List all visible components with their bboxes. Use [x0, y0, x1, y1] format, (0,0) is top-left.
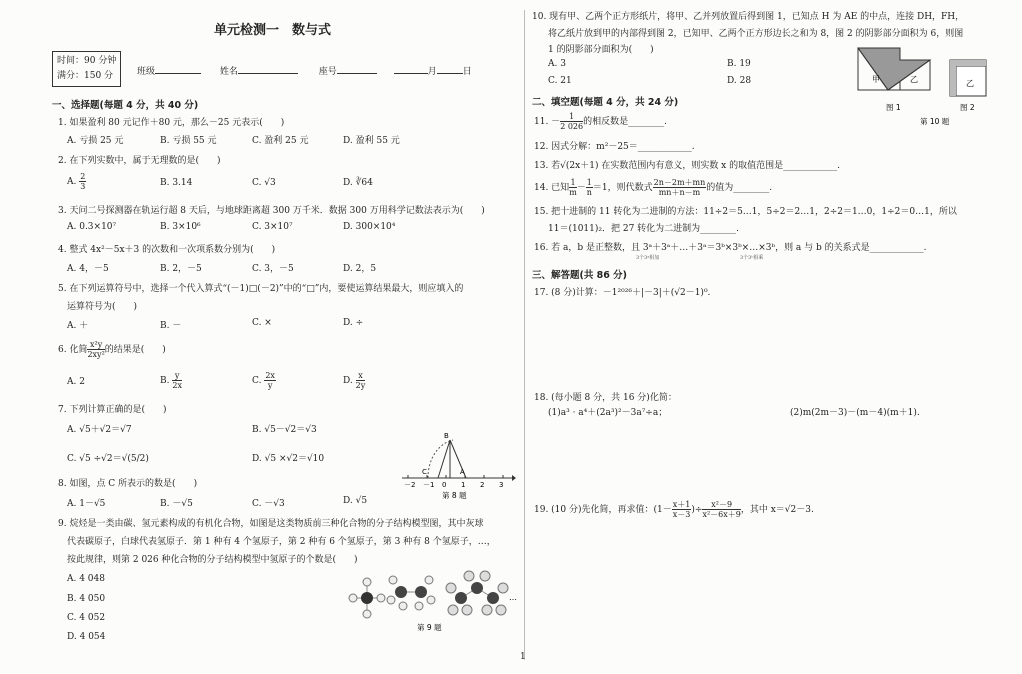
- page-title: 单元检测一 数与式: [214, 23, 332, 38]
- axis-tick-label: 3: [499, 481, 504, 489]
- name-label: 姓名: [219, 67, 238, 77]
- fig1-caption: 图 1: [886, 103, 901, 112]
- q1-stem: 1. 如果盈利 80 元记作＋80 元，那么－25 元表示( ): [58, 118, 285, 128]
- day-label: 日: [462, 67, 472, 77]
- q2-stem: 2. 在下列实数中，属于无理数的是( ): [58, 156, 221, 166]
- q10-option-d[interactable]: D. 28: [727, 76, 752, 86]
- q4-option-c[interactable]: C. 3，－5: [252, 264, 294, 274]
- hydrogen-atom: [363, 578, 371, 586]
- molecule-3: [446, 571, 508, 615]
- q12: 12. 因式分解：m²－25＝____________.: [534, 142, 695, 152]
- q3-stem: 3. 天问二号探测器在轨运行超 8 天后，与地球距离超 300 万千米．数据 300 万用科学记数法表示为( ): [58, 206, 485, 216]
- q6-option-a[interactable]: A. 2: [67, 377, 85, 387]
- q9-line2: 代表碳原子，白球代表氢原子．第 1 种有 4 个氢原子，第 2 种有 6 个氢原子，第 3 种有 8 个氢原子，…，: [67, 537, 496, 547]
- q4-stem: 4. 整式 4x²－5x＋3 的次数和一次项系数分别为( ): [58, 245, 276, 255]
- axis-tick-label: 0: [442, 481, 447, 489]
- q16: 16. 若 a，b 是正整数，且 3ᵃ＋3ᵃ＋…＋3ᵃ＝3ᵇ×3ᵇ×…×3ᵇ，则 a 与 b 的关系式是____________.: [534, 243, 927, 253]
- q9-line3: 按此规律，则第 2 026 种化合物的分子结构模型中氢原子的个数是( ): [67, 555, 358, 565]
- q1-option-a[interactable]: A. 亏损 25 元: [67, 136, 124, 146]
- fig2-caption: 图 2: [960, 103, 975, 112]
- q8-number-line-figure: [398, 428, 516, 504]
- q3-option-b[interactable]: B. 3×10⁶: [160, 222, 201, 232]
- q9-molecule-figure: [345, 568, 520, 634]
- hydrogen-atom: [480, 571, 490, 581]
- q8-option-b[interactable]: B. －√5: [160, 499, 193, 509]
- info-row: [137, 64, 472, 77]
- q10-line3: 1 的阴影部分面积为( ): [548, 45, 654, 55]
- hydrogen-atom: [425, 576, 433, 584]
- label-yi-fig1: 乙: [910, 75, 918, 84]
- point-c-label: C: [422, 468, 427, 476]
- q1-option-d[interactable]: D. 盈利 55 元: [343, 136, 400, 146]
- time-score-box: [52, 51, 121, 87]
- hydrogen-atom: [377, 594, 385, 602]
- q9-line1: 9. 烷烃是一类由碳、氢元素构成的有机化合物，如图是这类物质前三种化合物的分子结构模型图，其中灰球: [58, 519, 484, 529]
- q14: 14. 已知 $\frac{1}{m}$ － $\frac{1}{n}$ ＝1，则代数式 $\frac{2n-2m+mn}{mn+n-m}$ 的值为________.: [534, 178, 773, 197]
- axis-tick-label: 1: [461, 481, 466, 489]
- axis-tick-label: －1: [423, 481, 435, 489]
- class-label: 班级: [137, 67, 156, 77]
- compass-arc: [428, 440, 453, 478]
- q10-option-b[interactable]: B. 19: [727, 59, 751, 69]
- hydrogen-atom: [446, 583, 456, 593]
- axis-tick-label: 2: [480, 481, 485, 489]
- label-jia: 甲: [872, 75, 880, 84]
- q6-option-d[interactable]: D. $\frac{x}{2y}$: [343, 371, 366, 390]
- time-limit: 时间：90 分钟: [57, 56, 117, 66]
- hydrogen-atom: [387, 596, 395, 604]
- q19: 19. (10 分)先化简，再求值：(1－ $\frac{x+1}{x-3}$ )÷ $\frac{\text{x²－9}}{\text{x²－6x＋9}}$ ，其中 x＝√2－3.: [534, 500, 814, 519]
- carbon-atom: [395, 586, 407, 598]
- q15-line1: 15. 把十进制的 11 转化为二进制的方法：11÷2＝5…1，5÷2＝2…1，2÷2＝1…0，1÷2＝0…1，所以: [534, 207, 957, 217]
- q6-option-c[interactable]: C. $\frac{2x}{y}$: [252, 371, 275, 390]
- q8-option-d[interactable]: D. √5: [343, 496, 368, 506]
- hydrogen-atom: [448, 605, 458, 615]
- q7-option-c[interactable]: C. √5 ÷√2＝√(5/2): [67, 454, 149, 464]
- hydrogen-atom: [349, 594, 357, 602]
- q3-option-d[interactable]: D. 300×10⁴: [343, 222, 396, 232]
- q7-option-a[interactable]: A. √5＋√2＝√7: [67, 425, 132, 435]
- q5-option-d[interactable]: D. ÷: [343, 318, 364, 328]
- hydrogen-atom: [363, 610, 371, 618]
- q9-option-a[interactable]: A. 4 048: [67, 574, 105, 584]
- q4-option-b[interactable]: B. 2，－5: [160, 264, 202, 274]
- hydrogen-atom: [482, 605, 492, 615]
- q2-option-b[interactable]: B. 3.14: [160, 178, 193, 188]
- section-fill: 二、填空题(每题 4 分，共 24 分): [532, 97, 679, 108]
- q10-figure-caption: 第 10 题: [920, 117, 950, 126]
- hydrogen-atom: [389, 576, 397, 584]
- axis-arrow: [512, 475, 516, 481]
- q5-stem-line1: 5. 在下列运算符号中，选择一个代入算式“(－1)□(－2)”中的“□”内，要使运算结果最大，则应填入的: [58, 284, 464, 294]
- hydrogen-atom: [496, 605, 506, 615]
- q6-option-b[interactable]: B. $\frac{y}{2x}$: [160, 371, 182, 390]
- carbon-atom: [361, 592, 373, 604]
- name-blank[interactable]: [238, 64, 298, 74]
- seat-label: 座号: [318, 67, 337, 77]
- carbon-atom: [415, 586, 427, 598]
- q9-option-d[interactable]: D. 4 054: [67, 632, 106, 642]
- label-yi-fig2: 乙: [966, 79, 974, 88]
- q7-option-b[interactable]: B. √5－√2＝√3: [252, 425, 317, 435]
- q10-option-c[interactable]: C. 21: [548, 76, 572, 86]
- class-blank[interactable]: [155, 64, 201, 74]
- q8-figure-caption: 第 8 题: [442, 491, 467, 500]
- month-label: 月: [427, 67, 437, 77]
- molecule-1: [349, 578, 385, 618]
- q16-brace-note-1: 3个3ᵃ相加: [636, 255, 660, 261]
- q9-option-b[interactable]: B. 4 050: [67, 594, 106, 604]
- month-blank[interactable]: [394, 64, 428, 74]
- q10-squares-figure: [850, 38, 1000, 128]
- point-a-label: A: [460, 468, 465, 476]
- q2-option-d[interactable]: D. ∛64: [343, 178, 373, 188]
- q10-option-a[interactable]: A. 3: [548, 59, 566, 69]
- section-choice: 一、选择题(每题 4 分，共 40 分): [52, 100, 199, 111]
- q1-option-b[interactable]: B. 亏损 55 元: [160, 136, 217, 146]
- q10-line2: 将乙纸片放到甲的内部得到图 2，已知甲、乙两个正方形边长之和为 8，图 2 的阴影部分面积为 6，则图: [548, 29, 964, 39]
- q6-stem: 6. 化简 $\frac{\text{x²y}}{\text{2xy²}}$ 的结果是( ): [58, 340, 166, 359]
- q2-option-c[interactable]: C. √3: [252, 178, 276, 188]
- q18-stem: 18. (每小题 8 分，共 16 分)化简：: [534, 393, 677, 403]
- day-blank[interactable]: [437, 64, 463, 74]
- q3-option-c[interactable]: C. 3×10⁷: [252, 222, 293, 232]
- section-answer: 三、解答题(共 86 分): [532, 270, 628, 281]
- hydrogen-atom: [427, 596, 435, 604]
- page-number: 1: [520, 652, 526, 662]
- point-b-label: B: [444, 432, 449, 440]
- q18-part1: (1)a³ · a⁴＋(2a³)²－3a⁷÷a；: [548, 408, 668, 418]
- q9-figure-caption: 第 9 题: [417, 623, 442, 632]
- q5-option-c[interactable]: C. ×: [252, 318, 272, 328]
- q7-option-d[interactable]: D. √5 ×√2＝√10: [252, 454, 325, 464]
- carbon-atom: [487, 592, 499, 604]
- q2-option-a[interactable]: A. $\frac{2}{3}$: [67, 172, 86, 191]
- q3-option-a[interactable]: A. 0.3×10⁷: [67, 222, 117, 232]
- shaded-region: [858, 48, 930, 90]
- axis-tick-label: －2: [404, 481, 416, 489]
- molecule-2: [387, 576, 435, 610]
- hydrogen-atom: [415, 602, 423, 610]
- q8-option-a[interactable]: A. 1－√5: [67, 499, 106, 509]
- full-score: 满分：150 分: [57, 71, 114, 81]
- hydrogen-atom: [462, 605, 472, 615]
- q8-option-c[interactable]: C. －√3: [252, 499, 285, 509]
- hydrogen-atom: [498, 583, 508, 593]
- q4-option-a[interactable]: A. 4，－5: [67, 264, 109, 274]
- continuation-dots: …: [509, 593, 517, 602]
- q5-option-b[interactable]: B. －: [160, 321, 182, 331]
- q11: 11. － $\frac{1}{2 026}$ 的相反数是________.: [534, 112, 667, 131]
- q5-stem-line2: 运算符号为( ): [67, 302, 138, 312]
- q1-option-c[interactable]: C. 盈利 25 元: [252, 136, 309, 146]
- carbon-atom: [455, 592, 467, 604]
- carbon-atom: [471, 582, 483, 594]
- segment-ab: [438, 440, 450, 478]
- q16-brace-note-2: 3个3ᵇ相乘: [740, 255, 764, 261]
- q18-part2: (2)m(2m－3)－(m－4)(m＋1).: [790, 408, 920, 418]
- q5-option-a[interactable]: A. ＋: [67, 321, 89, 331]
- q10-line1: 10. 现有甲、乙两个正方形纸片，将甲、乙并列放置后得到图 1，已知点 H 为 AE 的中点，连接 DH，FH，: [532, 12, 965, 22]
- q9-option-c[interactable]: C. 4 052: [67, 613, 106, 623]
- q7-stem: 7. 下列计算正确的是( ): [58, 405, 167, 415]
- q8-stem: 8. 如图，点 C 所表示的数是( ): [58, 479, 198, 489]
- hydrogen-atom: [464, 571, 474, 581]
- seat-blank[interactable]: [337, 64, 377, 74]
- q15-line2: 11＝(1011)₂．把 27 转化为二进制为________.: [548, 224, 740, 234]
- q4-option-d[interactable]: D. 2，5: [343, 264, 377, 274]
- hydrogen-atom: [399, 602, 407, 610]
- q13: 13. 若√(2x＋1) 在实数范围内有意义，则实数 x 的取值范围是____________.: [534, 161, 840, 171]
- q17: 17. (8 分)计算：－1²⁰²⁶＋|－3|＋(√2－1)⁰.: [534, 288, 711, 298]
- column-divider: [524, 10, 525, 660]
